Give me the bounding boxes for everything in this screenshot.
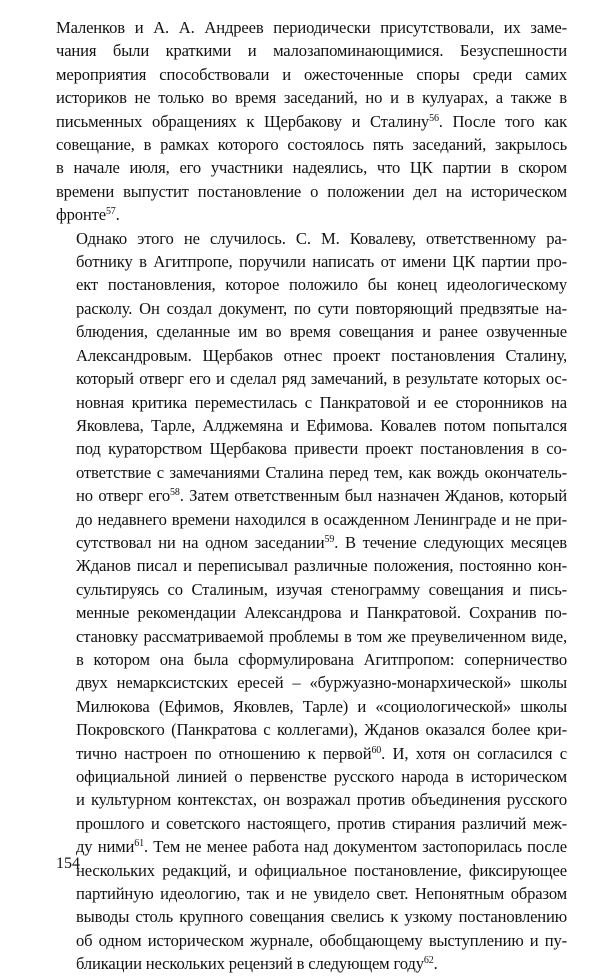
text-segment: двух немарксистских ересей – «буржуазно-монархической» школы (76, 673, 567, 693)
text-segment: Милюкова (Ефимов, Яковлев, Тарле) и «социологической» школы (76, 696, 567, 716)
text-line (56, 414, 567, 437)
text-segment: менные рекомендации Александрова и Панкратовой. Сохранив по- (76, 603, 567, 623)
text-segment: блюдения, сделанные им во время совещания и ранее озвученные (76, 322, 567, 342)
text-line (56, 812, 567, 835)
text-segment: расколу. Он создал документ, по сути повторяющий предвзятые на- (76, 298, 567, 318)
text-segment: Яковлева, Тарле, Алджемяна и Ефимова. Ковалев потом попытался (76, 415, 567, 435)
text-segment: об одном историческом журнале, обобщающему выступлению и пу- (76, 930, 567, 950)
text-segment: . Тем не менее работа над документом застопорилась после (143, 837, 567, 857)
text-line (56, 344, 567, 367)
text-line (56, 133, 567, 156)
text-segment: в котором она была сформулирована Агитпропом: соперничество (76, 649, 567, 669)
text-line (56, 882, 567, 905)
text-line (56, 905, 567, 928)
text-segment: ботнику в Агитпропе, поручили написать от имени ЦК партии про- (76, 252, 567, 272)
text-segment: письменных обращениях к Щербакову и Сталину (56, 111, 430, 131)
text-segment: историков не только во время заседаний, но и в кулуарах, а также в (56, 88, 567, 108)
text-line (56, 742, 567, 765)
text-line (56, 578, 567, 601)
text-line (56, 39, 567, 62)
text-segment: фронте (56, 205, 106, 225)
text-line (56, 484, 567, 507)
text-segment: . После того как (438, 111, 567, 131)
text-line (56, 929, 567, 952)
text-line (56, 86, 567, 109)
text-line (56, 835, 567, 858)
text-line (56, 250, 567, 273)
text-segment: Александровым. Щербаков отнес проект постановления Сталину, (76, 345, 567, 365)
text-line (56, 554, 567, 577)
text-segment: Маленков и А. А. Андреев периодически присутствовали, их заме- (56, 18, 567, 37)
text-segment: сультируясь со Сталиным, изучая стенограмму совещания и пись- (76, 579, 567, 599)
text-line (56, 648, 567, 671)
text-line (56, 625, 567, 648)
text-segment: . Затем ответственным был назначен Жданов, который (179, 486, 567, 506)
body-text (56, 16, 567, 976)
text-line (56, 437, 567, 460)
text-segment: новная критика переместилась с Панкратовой и ее сторонников на (76, 392, 567, 412)
page-number: 154 (56, 855, 80, 872)
text-line (56, 508, 567, 531)
text-segment: сутствовал ни на одном заседании (76, 532, 325, 552)
text-segment: Жданов писал и переписывал различные положения, постоянно кон- (76, 556, 567, 576)
text-line (56, 203, 567, 226)
text-segment: но отверг его (76, 486, 171, 506)
text-segment: . (115, 205, 120, 225)
text-segment: и культурном контекстах, он возражал против объединения русского (76, 790, 567, 810)
text-segment: официальной линией о первенстве русского народа в историческом (76, 767, 567, 786)
text-segment: прошлого и советского настоящего, против стирания различий меж- (76, 813, 567, 833)
footnote-marker: 59 (324, 533, 335, 545)
text-segment: ект постановления, которое положило бы конец идеологическому (76, 275, 567, 295)
text-segment: ответствие с замечаниями Сталина перед тем, как вождь окончатель- (76, 462, 567, 482)
text-segment: совещание, в рамках которого состоялось пять заседаний, закрылось (56, 135, 567, 155)
footnote-marker: 57 (105, 206, 116, 218)
text-segment: нескольких редакций, и официальное постановление, фиксирующее (76, 860, 567, 880)
text-line (56, 227, 567, 250)
text-line (56, 671, 567, 694)
footnote-marker: 62 (423, 955, 434, 967)
text-line (56, 859, 567, 882)
text-segment: выводы столь крупного совещания свелись к узкому постановлению (76, 907, 567, 927)
text-segment: . (433, 954, 438, 974)
text-line (56, 110, 567, 133)
text-segment: бликации нескольких рецензий в следующем году (76, 954, 424, 974)
text-segment: . В течение следующих месяцев (334, 532, 567, 552)
text-segment: в начале июля, его участники надеялись, что ЦК партии в скором (56, 158, 567, 178)
text-line (56, 531, 567, 554)
paragraph (56, 227, 567, 976)
text-segment: мероприятия способствовали и ожесточенные споры среди самих (56, 64, 567, 84)
footnote-marker: 58 (170, 487, 180, 499)
paragraph (56, 16, 567, 227)
text-segment: Однако этого не случилось. С. М. Ковалеву, ответственному ра- (76, 228, 567, 248)
text-segment: чания были краткими и малозапоминающимися. Безуспешности (56, 41, 567, 61)
text-line (56, 63, 567, 86)
text-line (56, 695, 567, 718)
text-segment: который отверг его и сделал ряд замечаний, в результате которых ос- (76, 369, 567, 389)
text-segment: Покровского (Панкратова с коллегами), Жданов оказался более кри- (76, 720, 567, 740)
text-line (56, 273, 567, 296)
text-line (56, 391, 567, 414)
text-line (56, 320, 567, 343)
text-line (56, 156, 567, 179)
text-line (56, 952, 567, 975)
text-segment: становку рассматриваемой проблемы в том же преувеличенном виде, (76, 626, 567, 646)
text-line (56, 718, 567, 741)
text-line (56, 367, 567, 390)
text-line (56, 788, 567, 811)
text-segment: тично настроен по отношению к первой (76, 743, 372, 763)
text-segment: . И, хотя он согласился с (381, 743, 567, 763)
text-segment: партийную идеологию, так и не увидело свет. Непонятным образом (76, 884, 567, 904)
text-line (56, 297, 567, 320)
text-segment: ду ними (76, 837, 135, 857)
text-segment: до недавнего времени находился в осажденном Ленинграде и не при- (76, 509, 567, 529)
footnote-marker: 60 (371, 744, 382, 756)
text-line (56, 180, 567, 203)
footnote-marker: 61 (134, 838, 144, 850)
text-line (56, 16, 567, 39)
text-line (56, 461, 567, 484)
text-segment: под кураторством Щербакова привести проект постановления в со- (76, 439, 567, 459)
footnote-marker: 56 (429, 112, 439, 124)
text-line (56, 601, 567, 624)
text-segment: времени выпустит постановление о положении дел на историческом (56, 181, 567, 201)
text-line (56, 765, 567, 788)
